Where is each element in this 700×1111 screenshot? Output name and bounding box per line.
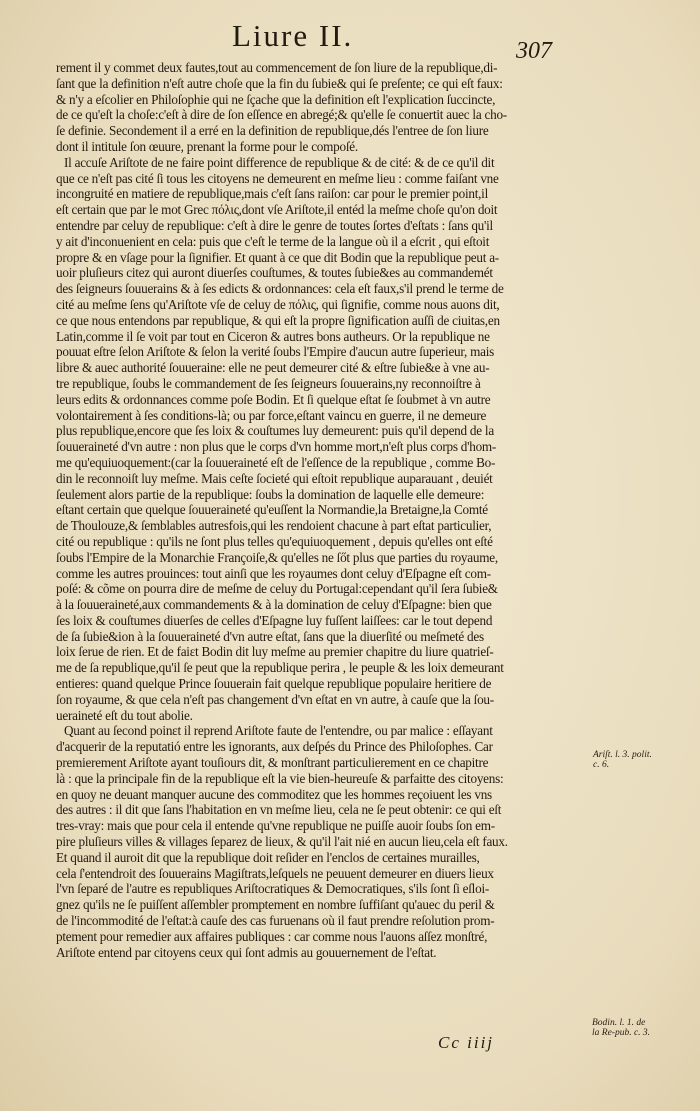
text-line: Et quand il auroit dit que la republique doit reſider en l'enclos de certaines murailles, <box>56 849 480 865</box>
body-text <box>56 60 588 960</box>
text-line: de l'incommodité de l'eſtat:à cauſe des cas furuenans où il faut prendre reſolution prom- <box>56 913 495 929</box>
text-line: pire pluſieurs villes & villages ſeparez de lieux, & qu'il l'ait nié en aucun lieu,cela eſt faux. <box>56 834 508 850</box>
text-line: cela ſ'entendroit des ſouuerains Magiſtrats,leſquels ne peuuent demeurer en diuers lieux <box>56 865 494 881</box>
page-number: 307 <box>516 38 552 64</box>
text-line: loix ſerue de rien. Et de faiɛt Bodin dit luy meſme au premier chapitre du liure quatrieſ- <box>56 644 494 660</box>
text-line: din le reconnoiſt luy meſme. Mais ceſte ſocieté qui eſtoit republique auparauant , deuiét <box>56 470 493 486</box>
text-line: ſes loix & couſtumes diuerſes de celles d'Eſpagne luy fuſſent laiſſees: car le tout depend <box>56 612 493 628</box>
text-line: dont il intitule ſon œuure, prenant la forme pour le compoſé. <box>56 138 358 154</box>
text-line: poſé: & cõme on pourra dire de meſme de celuy du Portugal:cependant qu'il ſera ſubie& <box>56 581 498 597</box>
text-line: uoir pluſieurs citez qui auront diuerſes couſtumes, & toutes ſubie&es au commandemét <box>56 265 493 281</box>
text-line: & n'y a eſcolier en Philoſophie qui ne ſçache que la definition eſt l'explication ſuccincte, <box>56 91 496 107</box>
signature-mark: Cc iiij <box>438 1033 495 1052</box>
text-line: volontairement à ſes conditions-là; ou par force,eſtant vaincu en guerre, il ne demeure <box>56 407 487 423</box>
text-line: ptement pour remedier aux affaires publiques : car comme nous l'auons aſſez monſtré, <box>56 928 488 944</box>
text-line: ſe definie. Secondement il a erré en la definition de republique,dés l'entree de ſon liure <box>56 123 489 139</box>
text-line: Latin,comme il ſe voit par tout en Ciceron & autres bons autheurs. Or la republique ne <box>56 328 490 344</box>
text-line: ſouueraineté d'vn autre : non plus que le corps d'vn homme mort,n'eſt plus corps d'hom- <box>56 439 497 455</box>
text-line: ſoubs l'Empire de la Monarchie Françoiſe,& qu'elles ne ſőt plus que parties du royaume, <box>56 549 498 565</box>
text-line: à la ſouueraineté,aux commandements & à la domination de celuy d'Eſpagne: bien que <box>56 597 492 613</box>
text-line: des autres : il dit que ſans l'habitation en vn meſme lieu, cela ne ſe peut obtenir: ce qui eſt <box>56 802 502 818</box>
text-line: leurs edits & ordonnances comme poſe Bodin. Et ſi quelque eſtat ſe ſoubmet à vn autre <box>56 391 491 407</box>
text-line: me qu'equiuoquement:(car la ſouueraineté eſt de l'eſſence de la republique , comme Bo- <box>56 454 496 470</box>
text-line: incongruité en matiere de republique,mais c'eſt ſans raiſon: car pour le premier point,il <box>56 186 489 202</box>
text-line: là : que la principale fin de la republique eſt la vie bien-heureuſe & parfaitte des citoyens: <box>56 770 504 786</box>
text-line: y ait d'inconuenient en cela: puis que c'eſt le terme de la langue où il a eſcrit , qui eſtoit <box>56 233 490 249</box>
margin-note: Bodin. l. 1. de la Re-pub. c. 3. <box>592 1018 651 1038</box>
text-line: Il accuſe Ariſtote de ne faire point difference de republique & de cité: & de ce qu'il dit <box>64 154 495 170</box>
text-line: comme les autres prouinces: tout ainſi que les royaumes dont celuy d'Eſpagne eſt com- <box>56 565 491 581</box>
text-line: entieres: quand quelque Prince ſouuerain fait quelque republique populaire heritiere de <box>56 676 492 692</box>
text-line: des ſeigneurs ſouuerains & à ſes edicts & ordonnances: cela eſt faux,s'il prend le terme de <box>56 281 504 297</box>
text-line: propre & en vſage pour la ſignifier. Et quant à ce que dit Bodin que la republique peut a- <box>56 249 499 265</box>
text-line: eſtant certain que quelque ſouueraineté qu'euſſent la Normandie,la Bretaigne,la Comté <box>56 502 488 518</box>
text-line: tre republique, ſoubs le commandement de ſes ſeigneurs ſouuerains,ny reconnoiſtre à <box>56 375 481 391</box>
text-line: eſt certain que par le mot Grec πόλις,dont vſe Ariſtote,il entéd la meſme choſe qu'on doit <box>56 202 498 218</box>
text-line: ſant que la definition n'eſt autre choſe que la fin du ſubie& qui ſe preſente; ce qui eſt faux: <box>56 75 503 91</box>
text-line: premierement Ariſtote ayant touſiours dit, & monſtrant particulierement en ce chapitre <box>56 755 489 771</box>
text-line: tres-vray: mais que pour cela il entende qu'vne republique ne puiſſe auoir ſoubs ſon em- <box>56 818 495 834</box>
text-line: cité au meſme ſens qu'Ariſtote vſe de celuy de πόλις, qui ſignifie, comme nous auons dit, <box>56 296 500 312</box>
text-line: plus republique,encore que ſes loix & couſtumes luy demeurent: puis qu'il depend de la <box>56 423 494 439</box>
text-line: de ce qu'eſt la choſe:c'eſt à dire de ſon eſſence en abregé;& qu'elle ſe conuertit auec la cho- <box>56 107 507 123</box>
text-line: entendre par celuy de republique: c'eſt à dire le genre de toutes ſortes d'eſtats : ſans qu'il <box>56 217 493 233</box>
text-line: gnez qu'ils ne ſe puiſſent aſſembler promptement en nombre ſuffiſant qu'auec du peril & <box>56 897 495 913</box>
text-line: de Thoulouze,& ſemblables autresfois,qui les rendoient chacune à part eſtat particulier, <box>56 518 492 534</box>
text-line: Ariſtote entend par citoyens ceux qui ſont admis au gouuernement de l'eſtat. <box>56 944 437 960</box>
running-title: Liure II. <box>232 18 354 53</box>
text-line: Quant au ſecond poinɛt il reprend Ariſtote faute de l'entendre, ou par malice : eſſayant <box>64 723 493 739</box>
text-line: que ce n'eſt pas cité ſi tous les citoyens ne demeurent en meſme lieu : comme faiſant vne <box>56 170 499 186</box>
text-line: me de ſa republique,qu'il ſe peut que la republique perira , le peuple & les loix demeurant <box>56 660 504 676</box>
text-line: rement il y commet deux fautes,tout au commencement de ſon liure de la republique,di- <box>56 60 498 75</box>
text-line: de ſa ſubie&ion à la ſouueraineté d'vn autre eſtat, ſans que la diuerſité ou meſmeté des <box>56 628 484 644</box>
text-line: ueraineté eſt du tout abolie. <box>56 707 193 723</box>
text-line: libre & auec authorité ſouueraine: elle ne peut demeurer cité & eſtre ſubie&e à vne au- <box>56 360 490 376</box>
text-line: cité ou republique : qu'ils ne ſont plus telles qu'equiuoquement , depuis qu'elles ont eſté <box>56 533 493 549</box>
text-line: d'acquerir de la reputatió entre les ignorants, aux deſpés du Prince des Philoſophes. Car <box>56 739 493 755</box>
text-line: ſon royaume, & que cela n'eſt pas changement d'vn eſtat en vn autre, à cauſe que la ſou- <box>56 691 494 707</box>
text-line: en quoy ne deuant manquer aucune des commoditez que les hommes reçoiuent les vns <box>56 786 492 802</box>
margin-note: Ariſt. l. 3. polit. c. 6. <box>593 750 652 770</box>
text-line: l'vn ſeparé de l'autre es republiques Ariſtocratiques & Democratiques, s'ils ſont ſi eſloi- <box>56 881 489 897</box>
text-line: pouuat eſtre ſelon Ariſtote & ſelon la verité ſoubs l'Empire d'aucun autre ſuperieur, mais <box>56 344 495 360</box>
text-line: ſeulement alors partie de la republique: ſoubs la domination de laquelle elle demeure: <box>56 486 485 502</box>
text-line: ce que nous entendons par republique, & qui eſt la propre ſignification auſſi de ciuitas,en <box>56 312 500 328</box>
